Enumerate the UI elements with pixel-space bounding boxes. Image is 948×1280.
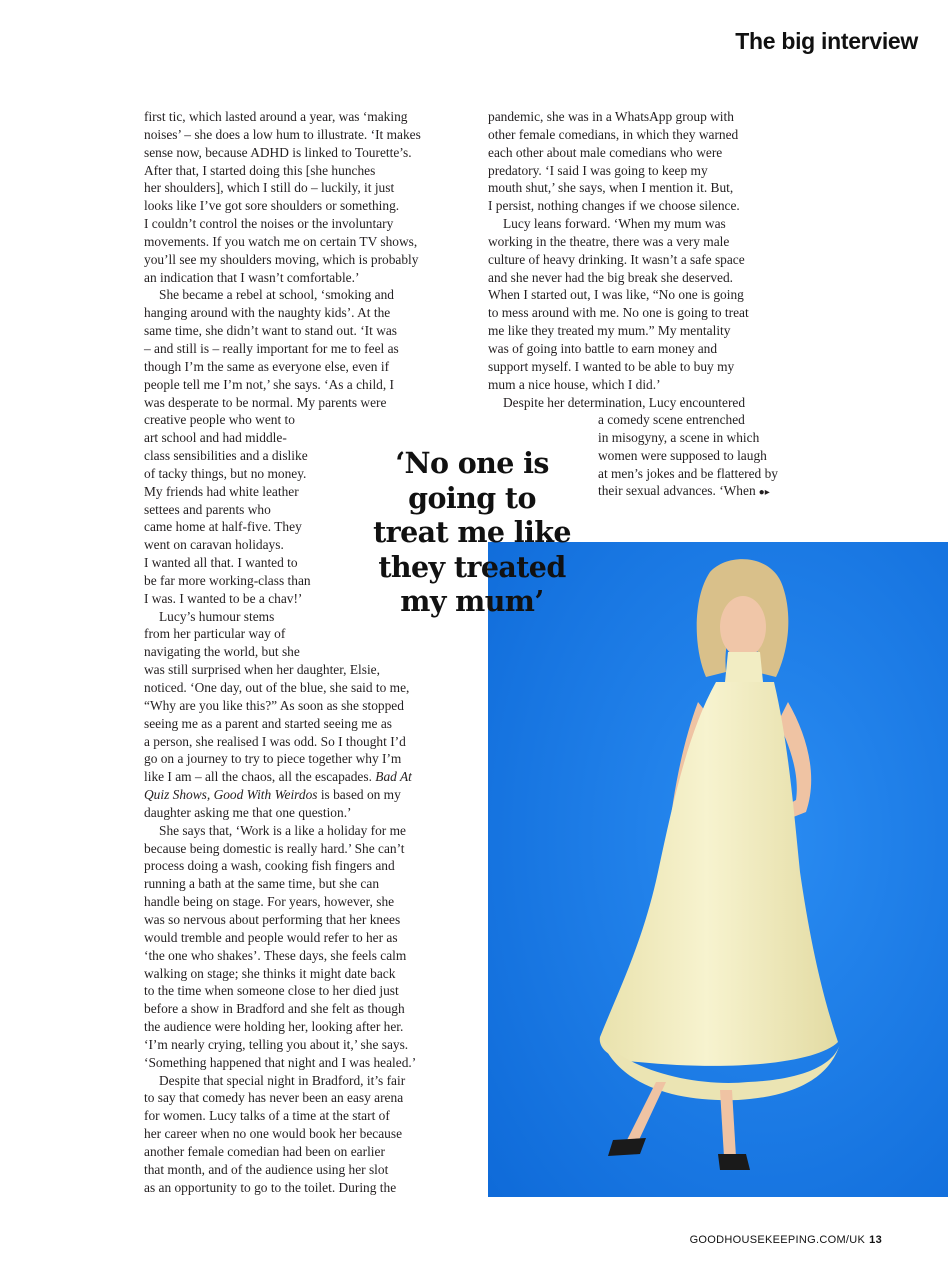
text-run: walking on stage; she thinks it might date back [144, 965, 396, 981]
text-run: ‘Something happened that night and I was healed.’ [144, 1054, 417, 1070]
text-run: ‘the one who shakes’. These days, she feels calm [144, 947, 407, 963]
right-column-line [488, 162, 818, 180]
left-column-line [144, 643, 474, 661]
text-run: their sexual advances. ‘When [598, 483, 756, 499]
face [720, 596, 766, 658]
left-column-line [144, 1179, 474, 1197]
text-run: daughter asking me that one question.’ [144, 804, 352, 820]
right-column-line [488, 179, 818, 197]
text-run: mouth shut,’ she says, when I mention it. But, [488, 180, 734, 196]
text-run: was still surprised when her daughter, Elsie, [144, 662, 380, 678]
left-column-line [144, 251, 474, 269]
right-column-continued-line [598, 447, 823, 465]
text-run: “Why are you like this?” As soon as she stopped [144, 697, 404, 713]
page-footer [690, 1234, 882, 1246]
left-column-line [144, 625, 474, 643]
text-run: – and still is – really important for me to feel as [144, 340, 399, 356]
text-run: from her particular way of [144, 626, 286, 642]
right-column-line [488, 108, 818, 126]
text-run: like I am – all the chaos, all the escapades. [144, 769, 376, 785]
left-column-line [144, 1072, 474, 1090]
left-column-line [144, 304, 474, 322]
portrait-photo [488, 542, 948, 1197]
text-run: would tremble and people would refer to her as [144, 929, 398, 945]
right-column-line [488, 358, 818, 376]
text-run: My friends had white leather [144, 483, 299, 499]
text-run: mum a nice house, which I did.’ [488, 376, 661, 392]
body-column-left [144, 108, 474, 1196]
text-run: was so nervous about performing that her knees [144, 911, 401, 927]
left-column-line [144, 394, 474, 412]
text-run: that month, and of the audience using her slot [144, 1161, 389, 1177]
text-run: to say that comedy has never been an easy arena [144, 1090, 404, 1106]
text-run: Lucy leans forward. ‘When my mum was [503, 216, 726, 232]
left-column-line [144, 269, 474, 287]
left-column-line [144, 947, 474, 965]
text-run: as an opportunity to go to the toilet. During the [144, 1179, 397, 1195]
text-run: working in the theatre, there was a very male [488, 233, 730, 249]
text-run: each other about male comedians who were [488, 144, 723, 160]
left-column-line [144, 1125, 474, 1143]
right-column-line [488, 233, 818, 251]
left-column-line [144, 162, 474, 180]
left-column-line [144, 1000, 474, 1018]
left-column-line [144, 286, 474, 304]
left-column-line [144, 1054, 474, 1072]
text-run: is based on my [317, 787, 401, 803]
left-column-line [144, 1036, 474, 1054]
right-column-continued-line [598, 429, 823, 447]
left-column-line [144, 1089, 474, 1107]
pull-quote-line: they treated [378, 549, 566, 584]
left-column-line [144, 804, 474, 822]
continue-arrow-icon: ●▸ [758, 487, 770, 499]
text-run: her career when no one would book her because [144, 1126, 403, 1142]
left-column-line [144, 1161, 474, 1179]
text-run: because being domestic is really hard.’ She can’t [144, 840, 405, 856]
right-column-continued-line [598, 411, 823, 429]
text-run: ‘I’m nearly crying, telling you about it,’ she says. [144, 1036, 409, 1052]
left-column-line [144, 822, 474, 840]
left-column-line [144, 715, 474, 733]
text-run: same time, she didn’t want to stand out. ‘It was [144, 323, 398, 339]
left-column-line [144, 322, 474, 340]
pull-quote [372, 446, 572, 619]
section-title: The big interview [735, 28, 918, 54]
right-column-line [488, 376, 818, 394]
text-run: When I started out, I was like, “No one is going [488, 287, 744, 303]
left-column-line [144, 215, 474, 233]
text-run: hanging around with the naughty kids’. At the [144, 305, 391, 321]
text-run: at men’s jokes and be flattered by [598, 465, 778, 481]
text-run: She became a rebel at school, ‘smoking and [159, 287, 395, 303]
left-column-line [144, 179, 474, 197]
text-run: She says that, ‘Work is a like a holiday for me [159, 822, 406, 838]
left-column-line [144, 233, 474, 251]
text-run: another female comedian had been on earlier [144, 1143, 385, 1159]
left-column-line [144, 768, 474, 786]
left-column-line [144, 1107, 474, 1125]
text-run: Despite that special night in Bradford, it’s fair [159, 1072, 406, 1088]
text-run: go on a journey to try to piece together why I’m [144, 751, 402, 767]
right-shoe [718, 1154, 750, 1170]
text-run: in misogyny, a scene in which [598, 429, 760, 445]
right-column-line [488, 251, 818, 269]
left-column-line [144, 697, 474, 715]
text-run: be far more working-class than [144, 572, 311, 588]
footer-url: GOODHOUSEKEEPING.COM/UK [689, 1234, 866, 1246]
right-column-line [488, 126, 818, 144]
text-run: and she never had the big break she deserved. [488, 269, 734, 285]
left-column-line [144, 911, 474, 929]
text-run: the audience were holding her, looking after her. [144, 1019, 404, 1035]
book-title: Quiz Shows, Good With Weirdos [144, 787, 318, 803]
text-run: seeing me as a parent and started seeing me as [144, 715, 393, 731]
text-run: people tell me I’m not,’ she says. ‘As a child, I [144, 376, 395, 392]
text-run: culture of heavy drinking. It wasn’t a safe space [488, 251, 745, 267]
text-run: though I’m the same as everyone else, even if [144, 358, 390, 374]
text-run: to the time when someone close to her died just [144, 983, 399, 999]
text-run: navigating the world, but she [144, 644, 300, 660]
right-column-line [488, 197, 818, 215]
right-column-line [488, 215, 818, 233]
pull-quote-line: ‘No one is [395, 446, 549, 480]
text-run: I was. I wanted to be a chav!’ [144, 590, 303, 606]
left-column-line [144, 893, 474, 911]
pull-quote-line: my mum’ [400, 584, 544, 618]
text-run: running a bath at the same time, but she can [144, 876, 380, 892]
pull-quote-line: going to [408, 480, 536, 515]
left-column-line [144, 1143, 474, 1161]
right-column-line [488, 340, 818, 358]
text-run: I couldn’t control the noises or the involuntary [144, 216, 394, 232]
text-run: noticed. ‘One day, out of the blue, she said to me, [144, 680, 410, 695]
left-column-line [144, 661, 474, 679]
pull-quote-line: treat me like [373, 515, 571, 549]
text-run: her shoulders], which I still do – luckily, it just [144, 180, 395, 196]
body-column-right-continued [598, 411, 823, 502]
text-run: women were supposed to laugh [598, 447, 767, 463]
text-run: came home at half-five. They [144, 519, 302, 535]
left-column-line [144, 340, 474, 358]
portrait-illustration [488, 542, 948, 1197]
left-column-line [144, 733, 474, 751]
text-run: sense now, because ADHD is linked to Tourette’s. [144, 144, 412, 160]
text-run: a comedy scene entrenched [598, 412, 745, 427]
text-run: noises’ – she does a low hum to illustrate. ‘It makes [144, 126, 421, 142]
page-number: 13 [869, 1234, 882, 1246]
text-run: was desperate to be normal. My parents were [144, 394, 387, 410]
left-column-line [144, 929, 474, 947]
text-run: handle being on stage. For years, however, she [144, 894, 395, 910]
right-column-line [488, 144, 818, 162]
text-run: class sensibilities and a dislike [144, 448, 308, 464]
right-column-line [488, 304, 818, 322]
left-column-line [144, 197, 474, 215]
text-run: predatory. ‘I said I was going to keep my [488, 162, 708, 178]
text-run: for women. Lucy talks of a time at the start of [144, 1108, 390, 1124]
text-run: me like they treated my mum.” My mentality [488, 323, 731, 339]
right-column-continued-line [598, 482, 823, 502]
text-run: first tic, which lasted around a year, was ‘making [144, 109, 408, 124]
text-run: other female comedians, in which they warned [488, 126, 739, 142]
body-column-right [488, 108, 818, 411]
text-run: of tacky things, but no money. [144, 465, 307, 481]
text-run: before a show in Bradford and she felt as though [144, 1001, 405, 1017]
text-run: settees and parents who [144, 501, 271, 517]
left-column-line [144, 982, 474, 1000]
left-column-line [144, 750, 474, 768]
text-run: pandemic, she was in a WhatsApp group with [488, 109, 734, 124]
text-run: creative people who went to [144, 412, 295, 428]
text-run: went on caravan holidays. [144, 537, 284, 553]
text-run: I persist, nothing changes if we choose silence. [488, 198, 740, 214]
text-run: Despite her determination, Lucy encountered [503, 394, 746, 410]
left-column-line [144, 679, 474, 697]
text-run: to mess around with me. No one is going to treat [488, 305, 749, 321]
left-column-line [144, 965, 474, 983]
left-column-line [144, 108, 474, 126]
text-run: I wanted all that. I wanted to [144, 555, 298, 571]
text-run: process doing a wash, cooking fish fingers and [144, 858, 395, 874]
right-column-line [488, 269, 818, 287]
text-run: art school and had middle- [144, 430, 287, 446]
left-column-line [144, 840, 474, 858]
text-run: a person, she realised I was odd. So I thought I’d [144, 733, 406, 749]
right-column-continued-line [598, 465, 823, 483]
left-column-line [144, 429, 474, 447]
text-run: an indication that I wasn’t comfortable.’ [144, 269, 360, 285]
text-run: you’ll see my shoulders moving, which is probably [144, 251, 419, 267]
text-run: Lucy’s humour stems [159, 608, 275, 624]
left-column-line [144, 786, 474, 804]
text-run: support myself. I wanted to be able to buy my [488, 358, 735, 374]
left-column-line [144, 126, 474, 144]
left-column-line [144, 376, 474, 394]
left-column-line [144, 144, 474, 162]
left-column-line [144, 411, 474, 429]
left-column-line [144, 1018, 474, 1036]
text-run: movements. If you watch me on certain TV shows, [144, 233, 418, 249]
text-run: was of going into battle to earn money and [488, 340, 718, 356]
text-run: looks like I’ve got sore shoulders or something. [144, 198, 400, 214]
right-column-line [488, 394, 818, 412]
left-column-line [144, 358, 474, 376]
text-run: After that, I started doing this [she hunches [144, 162, 376, 178]
right-column-line [488, 286, 818, 304]
left-column-line [144, 857, 474, 875]
book-title: Bad At [375, 769, 412, 785]
right-column-line [488, 322, 818, 340]
left-column-line [144, 875, 474, 893]
